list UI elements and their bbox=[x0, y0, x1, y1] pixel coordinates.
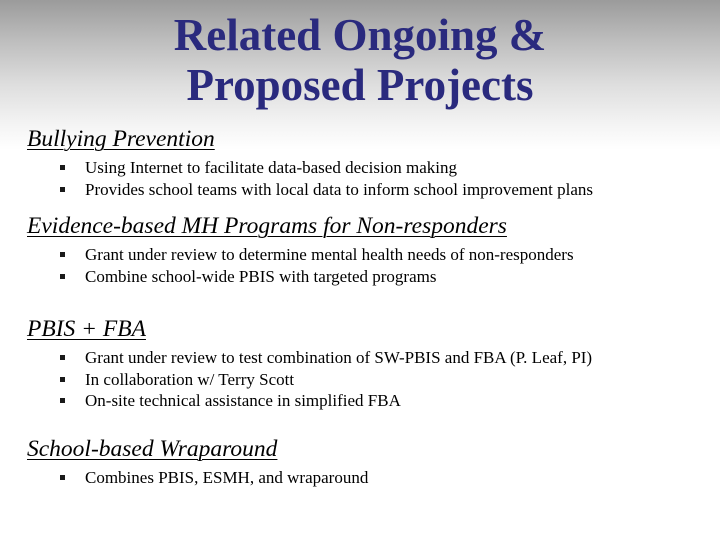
square-bullet-icon bbox=[60, 187, 65, 192]
square-bullet-icon bbox=[60, 165, 65, 170]
bullet-text: Grant under review to determine mental health needs of non-responders bbox=[85, 245, 574, 264]
section-pbis-fba bbox=[27, 315, 717, 412]
section-heading: PBIS + FBA bbox=[27, 316, 146, 342]
bullet-item bbox=[27, 157, 717, 179]
bullet-list bbox=[27, 467, 717, 489]
square-bullet-icon bbox=[60, 274, 65, 279]
section-heading: School-based Wraparound bbox=[27, 436, 278, 462]
bullet-text: In collaboration w/ Terry Scott bbox=[85, 369, 295, 389]
square-bullet-icon bbox=[60, 252, 65, 257]
section-heading: Bullying Prevention bbox=[27, 126, 215, 152]
bullet-item bbox=[27, 369, 717, 391]
bullet-text: Provides school teams with local data to inform school improvement plans bbox=[85, 179, 594, 199]
slide-title-line: Related Ongoing & bbox=[173, 10, 547, 60]
section-heading: Evidence-based MH Programs for Non-responders bbox=[27, 213, 507, 239]
bullet-item bbox=[27, 390, 717, 412]
bullet-item bbox=[27, 244, 717, 266]
square-bullet-icon bbox=[60, 355, 65, 360]
bullet-text: Grant under review to test combination of SW-PBIS and FBA (P. Leaf, PI) bbox=[85, 348, 593, 367]
bullet-item bbox=[27, 266, 717, 288]
bullet-text: Using Internet to facilitate data-based decision making bbox=[85, 158, 457, 177]
square-bullet-icon bbox=[60, 475, 65, 480]
bullet-list bbox=[27, 157, 717, 200]
bullet-list bbox=[27, 347, 717, 412]
bullet-item bbox=[27, 179, 717, 201]
bullet-item bbox=[27, 347, 717, 369]
square-bullet-icon bbox=[60, 398, 65, 403]
bullet-text: Combines PBIS, ESMH, and wraparound bbox=[85, 468, 369, 487]
bullet-text: Combine school-wide PBIS with targeted programs bbox=[85, 266, 437, 286]
bullet-list bbox=[27, 244, 717, 287]
section-evidence-based-mh bbox=[27, 212, 717, 287]
bullet-item bbox=[27, 467, 717, 489]
square-bullet-icon bbox=[60, 377, 65, 382]
slide-title-line: Proposed Projects bbox=[186, 60, 534, 110]
section-bullying-prevention bbox=[27, 125, 717, 200]
section-school-based-wraparound bbox=[27, 435, 717, 489]
slide-title bbox=[0, 10, 720, 110]
bullet-text: On-site technical assistance in simplified FBA bbox=[85, 391, 401, 410]
